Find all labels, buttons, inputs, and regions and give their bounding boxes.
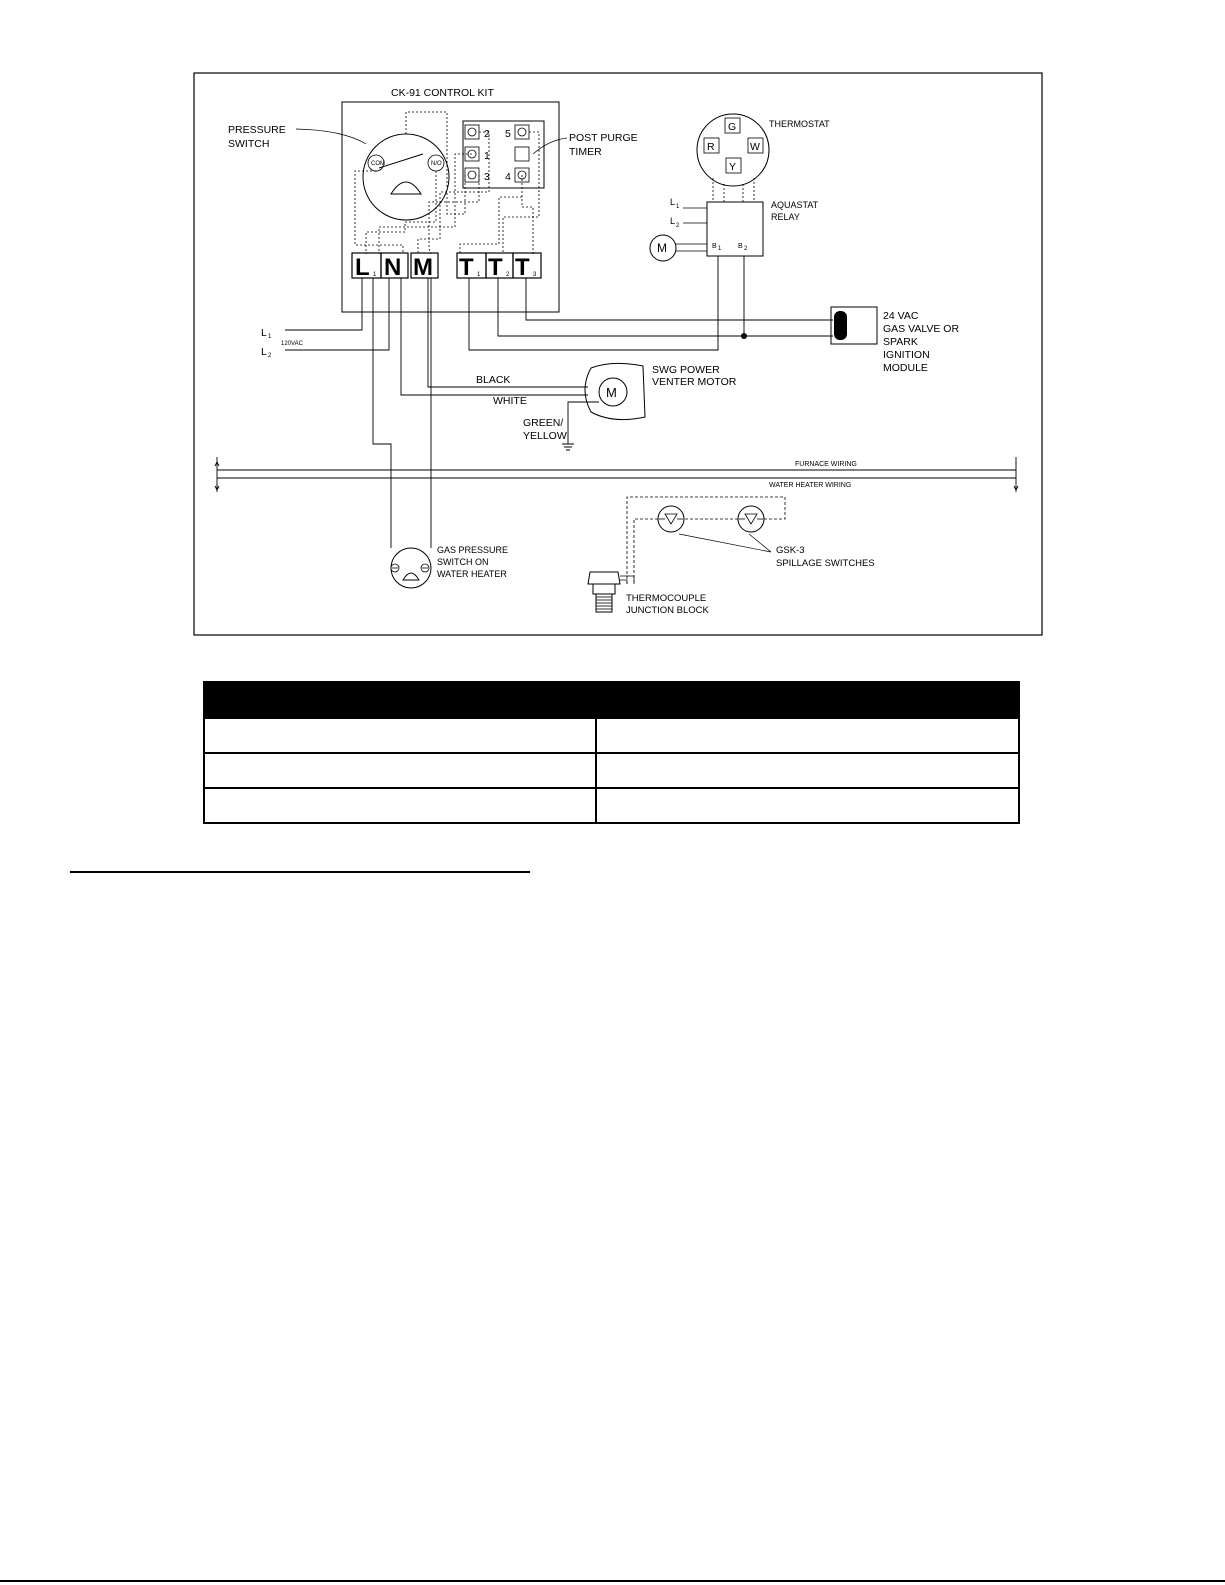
section-dividers: [215, 457, 1018, 492]
relay-motor-symbol: M: [657, 241, 667, 255]
relay-l1: L: [670, 197, 676, 207]
terminal-t3-sub: 3: [533, 272, 537, 278]
terminal-t3: T: [515, 254, 530, 281]
venter-motor-symbol: M: [606, 385, 617, 400]
gas-valve-label-2: GAS VALVE OR: [883, 323, 960, 335]
venter-motor-label-1: SWG POWER: [652, 364, 720, 376]
thermocouple-label-1: THERMOCOUPLE: [626, 593, 707, 604]
terminal-t2: T: [488, 254, 503, 281]
gas-valve-label-3: SPARK: [883, 336, 918, 348]
table-header-row: [204, 682, 1019, 718]
wire-ground-label-2: YELLOW: [523, 430, 567, 442]
aquastat-b2-sub: 2: [744, 246, 748, 252]
control-kit-title: CK-91 CONTROL KIT: [391, 87, 494, 99]
gas-pressure-label-3: WATER HEATER: [437, 569, 507, 579]
thermostat-g: G: [728, 121, 737, 133]
thermostat-r: R: [707, 141, 715, 153]
section-underline: [70, 871, 530, 873]
pressure-switch-label-1: PRESSURE: [228, 124, 286, 136]
terminal-t1-sub: 1: [477, 272, 481, 278]
terminal-m: M: [413, 254, 433, 281]
terminal-t2-sub: 2: [506, 272, 510, 278]
terminal-l: L: [355, 254, 370, 281]
wire-white-label: WHITE: [493, 395, 527, 407]
terminal-strip: [352, 253, 541, 281]
internal-wiring: [355, 112, 539, 254]
table-row: [204, 753, 1019, 788]
thermocouple-block: [588, 572, 710, 616]
aquastat-relay: [650, 197, 819, 261]
power-l2: L: [261, 346, 267, 358]
venter-motor: [562, 363, 737, 450]
legend-table: [203, 681, 1020, 824]
furnace-wiring-label: FURNACE WIRING: [795, 461, 857, 468]
relay-l2: L: [670, 216, 676, 226]
pressure-switch-label-2: SWITCH: [228, 138, 270, 150]
thermostat-y: Y: [729, 161, 737, 173]
footer-rule: [0, 1580, 1225, 1582]
aquastat-label-2: RELAY: [771, 212, 800, 222]
thermocouple-label-2: JUNCTION BLOCK: [626, 605, 709, 616]
pressure-switch-com: COM: [371, 161, 385, 167]
aquastat-b2: B: [738, 243, 743, 250]
relay-l2-sub: 2: [676, 223, 680, 229]
gas-valve-label-4: IGNITION: [883, 349, 930, 361]
thermostat-w: W: [750, 141, 760, 153]
gas-pressure-label-1: GAS PRESSURE: [437, 545, 509, 555]
power-l1-sub: 1: [268, 334, 272, 340]
timer-pin-1: 1: [484, 150, 490, 162]
thermostat-label: THERMOSTAT: [769, 119, 830, 129]
timer-pin-3: 3: [484, 171, 490, 183]
terminal-t1: T: [459, 254, 474, 281]
wiring-diagram: [193, 72, 1043, 636]
pressure-switch: [228, 124, 449, 220]
spillage-label-2: SPILLAGE SWITCHES: [776, 558, 875, 569]
spillage-label-1: GSK-3: [776, 545, 805, 556]
timer-pin-5: 5: [505, 128, 511, 140]
aquastat-label-1: AQUASTAT: [771, 200, 819, 210]
water-heater-wiring-label: WATER HEATER WIRING: [769, 482, 852, 489]
power-input: [261, 327, 304, 359]
gas-valve: [831, 307, 959, 374]
table-row: [204, 718, 1019, 753]
table-row: [204, 788, 1019, 823]
timer-pin-2: 2: [484, 128, 490, 140]
gas-valve-label-1: 24 VAC: [883, 310, 919, 322]
power-l1: L: [261, 327, 267, 339]
aquastat-b1-sub: 1: [718, 246, 722, 252]
pressure-switch-no: N/O: [431, 161, 442, 167]
junction-dot: [741, 333, 747, 339]
relay-l1-sub: 1: [676, 204, 680, 210]
aquastat-b1: B: [712, 243, 717, 250]
wire-black-label: BLACK: [476, 374, 511, 386]
timer-label-1: POST PURGE: [569, 132, 638, 144]
timer-label-2: TIMER: [569, 146, 602, 158]
gas-valve-label-5: MODULE: [883, 362, 928, 374]
timer-pin-4: 4: [505, 171, 511, 183]
terminal-n: N: [384, 254, 402, 281]
venter-motor-label-2: VENTER MOTOR: [652, 376, 737, 388]
terminal-l-sub: 1: [373, 272, 377, 278]
power-l2-sub: 2: [268, 353, 272, 359]
gas-pressure-label-2: SWITCH ON: [437, 557, 489, 567]
thermostat: [697, 114, 830, 202]
gas-pressure-switch: [391, 545, 508, 588]
power-voltage: 120VAC: [281, 341, 303, 347]
wire-ground-label-1: GREEN/: [523, 417, 564, 429]
spillage-switches: [627, 497, 875, 584]
